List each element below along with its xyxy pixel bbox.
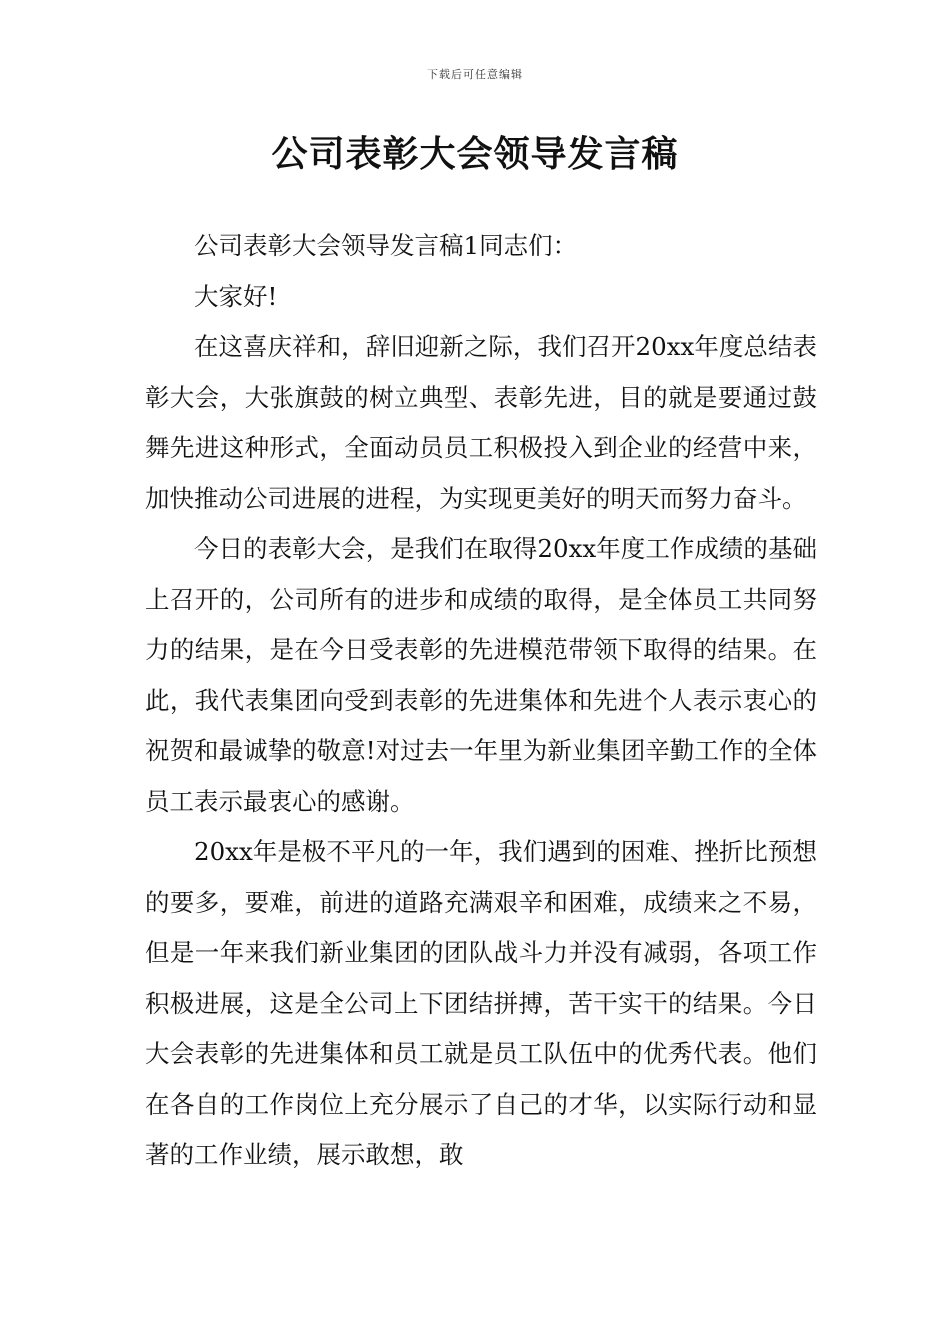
paragraph: 20xx年是极不平凡的一年，我们遇到的困难、挫折比预想的要多，要难，前进的道路充满艰辛和困难，成绩来之不易，但是一年来我们新业集团的团队战斗力并没有减弱，各项工作积极进展，这是全公司上下团结拼搏，苦干实干的结果。今日大会表彰的先进集体和员工就是员工队伍中的优秀代表。他们在各自的工作岗位上充分展示了自己的才华，以实际行动和显著的工作业绩，展示敢想，敢 <box>145 837 817 1169</box>
header-note: 下载后可任意编辑 <box>427 68 523 81</box>
document-title: 公司表彰大会领导发言稿 <box>271 134 679 175</box>
paragraph: 在这喜庆祥和，辞旧迎新之际，我们召开20xx年度总结表彰大会，大张旗鼓的树立典型、表彰先进，目的就是要通过鼓舞先进这种形式，全面动员员工积极投入到企业的经营中来，加快推动公司进展的进程，为实现更美好的明天而努力奋斗。 <box>145 332 817 513</box>
paragraph-greeting: 大家好! <box>194 281 278 311</box>
paragraph-salutation: 公司表彰大会领导发言稿1同志们： <box>194 231 578 260</box>
paragraph: 今日的表彰大会，是我们在取得20xx年度工作成绩的基础上召开的，公司所有的进步和成绩的取得，是全体员工共同努力的结果，是在今日受表彰的先进模范带领下取得的结果。在此，我代表集团向受到表彰的先进集体和先进个人表示衷心的祝贺和最诚挚的敬意!对过去一年里为新业集团辛勤工作的全体员工表示最衷心的感谢。 <box>145 534 817 816</box>
document-body <box>145 221 817 1181</box>
